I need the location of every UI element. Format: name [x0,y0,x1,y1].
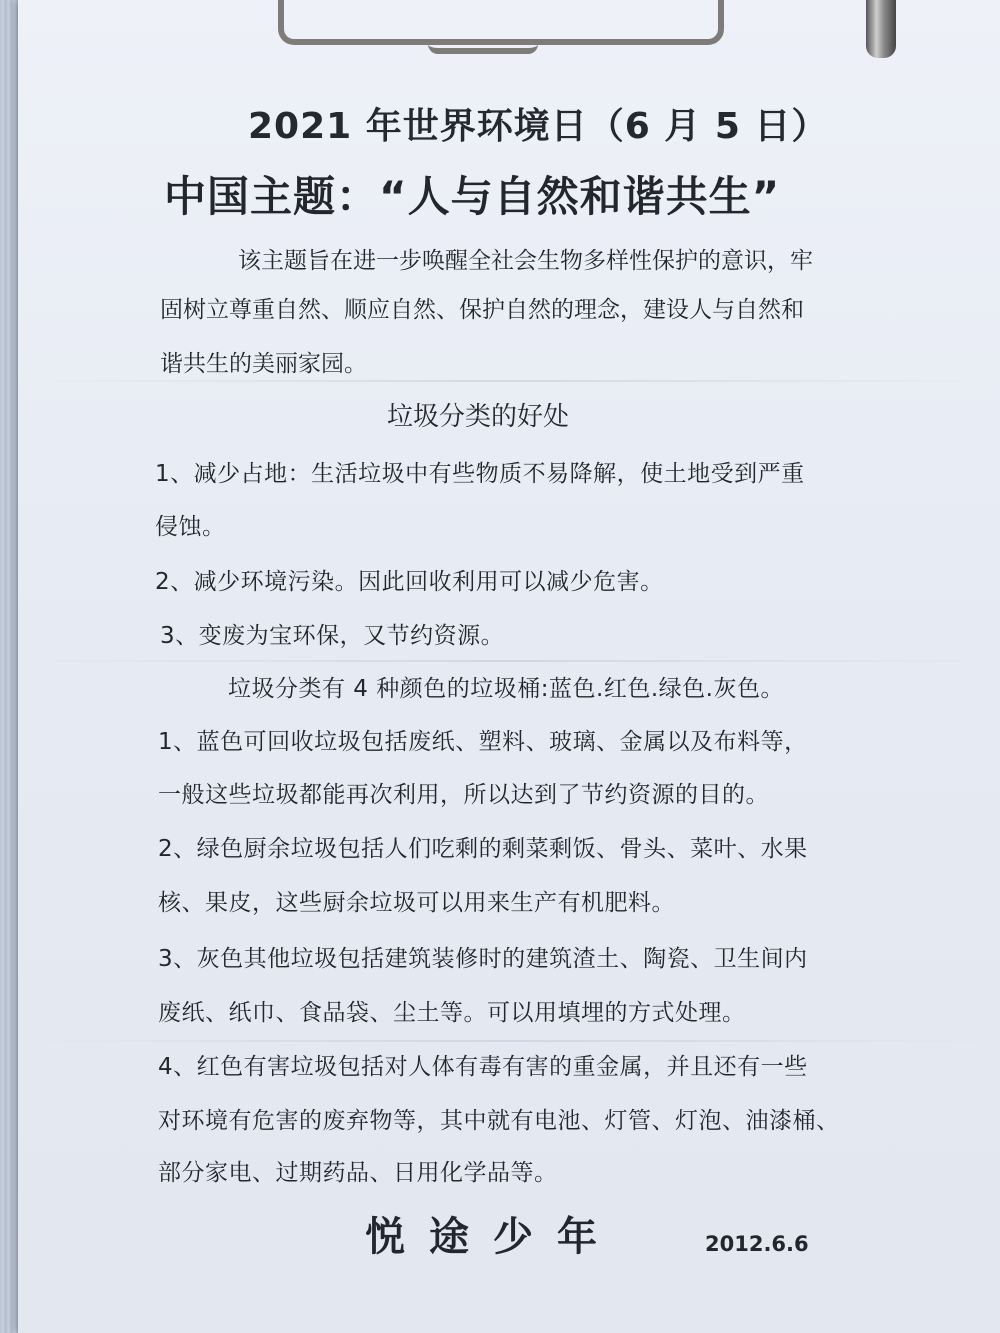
bin-color-line: 1、蓝色可回收垃圾包括废纸、塑料、玻璃、金属以及布料等， [158,729,808,755]
bin-color-line: 部分家电、过期药品、日用化学品等。 [158,1160,558,1186]
bin-color-line: 3、灰色其他垃圾包括建筑装修时的建筑渣土、陶瓷、卫生间内 [158,946,808,972]
clipboard-pin [866,0,896,58]
paper-fold [18,660,1000,662]
benefit-line: 3、变废为宝环保，又节约资源。 [160,623,505,649]
clipboard-wire-bend [428,36,538,54]
theme-heading: 中国主题：“人与自然和谐共生” [164,172,781,221]
bin-color-line: 废纸、纸巾、食品袋、尘土等。可以用填埋的方式处理。 [158,1000,746,1026]
signature: 悦途少年 [365,1214,621,1260]
page-title: 2021 年世界环境日（6 月 5 日） [248,106,829,147]
intro-line: 该主题旨在进一步唤醒全社会生物多样性保护的意识，牢 [238,248,813,274]
intro-line: 谐共生的美丽家园。 [160,351,367,377]
bin-color-line: 核、果皮，这些厨余垃圾可以用来生产有机肥料。 [158,890,675,916]
benefit-line: 1、减少占地：生活垃圾中有些物质不易降解，使土地受到严重 [155,461,805,487]
benefits-heading: 垃圾分类的好处 [387,402,570,432]
paper-fold [18,1040,1000,1042]
bin-color-line: 一般这些垃圾都能再次利用，所以达到了节约资源的目的。 [158,782,769,808]
bin-color-line: 2、绿色厨余垃圾包括人们吃剩的剩菜剩饭、骨头、菜叶、水果 [158,836,808,862]
intro-line: 固树立尊重自然、顺应自然、保护自然的理念，建设人与自然和 [160,297,804,323]
bin-color-line: 4、红色有害垃圾包括对人体有毒有害的重金属，并且还有一些 [158,1054,808,1080]
benefit-line: 侵蚀。 [155,514,226,540]
benefit-line: 2、减少环境污染。因此回收利用可以减少危害。 [155,569,664,595]
bin-color-line: 对环境有危害的废弃物等，其中就有电池、灯管、灯泡、油漆桶、 [158,1108,840,1134]
date: 2012.6.6 [705,1232,809,1256]
paper-fold [18,380,1000,382]
bin-colors-intro: 垃圾分类有 4 种颜色的垃圾桶:蓝色.红色.绿色.灰色。 [228,676,784,702]
